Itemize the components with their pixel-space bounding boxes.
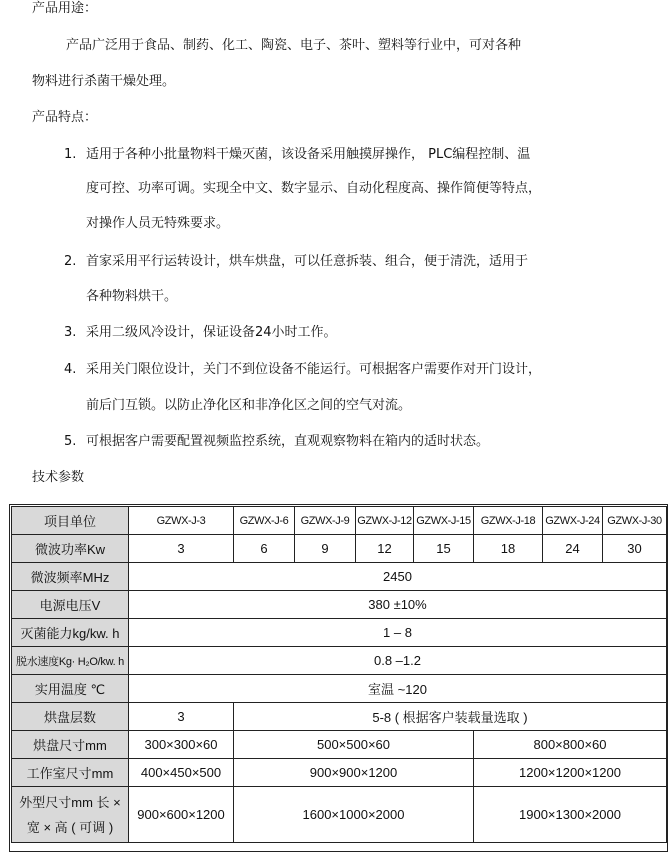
- chamber-a-cell: 400×450×500: [129, 759, 234, 787]
- voltage-label-cell: 电源电压V: [12, 591, 129, 619]
- sterilize-label-cell: 灭菌能力kg/kw. h: [12, 619, 129, 647]
- table-row-models: [12, 507, 667, 535]
- model-cell: GZWX-J-9: [295, 507, 356, 535]
- model-cell: GZWX-J-18: [474, 507, 543, 535]
- feature-item-3: 3. 采用二级风冷设计，保证设备24小时工作。: [64, 325, 337, 340]
- model-cell: GZWX-J-6: [234, 507, 295, 535]
- power-value-cell: 30: [603, 535, 667, 563]
- power-value-cell: 15: [414, 535, 474, 563]
- sterilize-value-cell: 1 – 8: [129, 619, 667, 647]
- header-label-cell: 项目单位: [12, 507, 129, 535]
- feature-item-1-line-1: 1. 适用于各种小批量物料干燥灭菌，该设备采用触摸屏操作， PLC编程控制、温: [64, 147, 531, 162]
- outer-size-c-cell: 1900×1300×2000: [474, 787, 667, 843]
- feature-item-1-line-2: 度可控、功率可调。实现全中文、数字显示、自动化程度高、操作简便等特点，: [86, 181, 542, 196]
- table-row-temperature: [12, 675, 667, 703]
- frequency-value-cell: 2450: [129, 563, 667, 591]
- feature-item-4-line-1: 4. 采用关门限位设计，关门不到位设备不能运行。可根据客户需要作对开门设计，: [64, 362, 542, 377]
- power-value-cell: 18: [474, 535, 543, 563]
- table-row-sterilize: [12, 619, 667, 647]
- dewater-label-cell: 脱水速度Kg· H₂O/kw. h: [12, 647, 129, 675]
- table-row-voltage: [12, 591, 667, 619]
- outer-size-label-line-1: 外型尺寸mm 长 ×: [19, 794, 121, 810]
- chamber-label-cell: 工作室尺寸mm: [12, 759, 129, 787]
- model-cell: GZWX-J-24: [543, 507, 603, 535]
- feature-item-4-line-2: 前后门互锁。以防止净化区和非净化区之间的空气对流。: [86, 398, 412, 413]
- frequency-label-cell: 微波频率MHz: [12, 563, 129, 591]
- power-value-cell: 3: [129, 535, 234, 563]
- table-row-frequency: [12, 563, 667, 591]
- power-value-cell: 9: [295, 535, 356, 563]
- trays-rest-cell: 5-8 ( 根据客户装载量选取 ): [234, 703, 667, 731]
- features-heading: 产品特点：: [32, 110, 98, 125]
- power-value-cell: 24: [543, 535, 603, 563]
- feature-item-2-line-1: 2. 首家采用平行运转设计，烘车烘盘，可以任意拆装、组合，便于清洗，适用于: [64, 254, 529, 269]
- model-cell: GZWX-J-15: [414, 507, 474, 535]
- table-row-power: [12, 535, 667, 563]
- power-value-cell: 6: [234, 535, 295, 563]
- model-cell: GZWX-J-30: [603, 507, 667, 535]
- table-row-chamber: [12, 759, 667, 787]
- tray-size-c-cell: 800×800×60: [474, 731, 667, 759]
- power-label-cell: 微波功率Kw: [12, 535, 129, 563]
- model-cell: GZWX-J-3: [129, 507, 234, 535]
- feature-item-1-line-3: 对操作人员无特殊要求。: [86, 216, 230, 231]
- trays-label-cell: 烘盘层数: [12, 703, 129, 731]
- outer-size-a-cell: 900×600×1200: [129, 787, 234, 843]
- usage-heading: 产品用途：: [32, 1, 98, 16]
- usage-paragraph-line-1: 产品广泛用于食品、制药、化工、陶瓷、电子、茶叶、塑料等行业中，可对各种: [66, 38, 522, 53]
- spec-table: [11, 506, 667, 843]
- outer-size-label-cell: [12, 787, 129, 843]
- temperature-value-cell: 室温 ~120: [129, 675, 667, 703]
- feature-item-2-line-2: 各种物料烘干。: [86, 289, 178, 304]
- tray-size-a-cell: 300×300×60: [129, 731, 234, 759]
- tray-size-label-cell: 烘盘尺寸mm: [12, 731, 129, 759]
- dewater-value-cell: 0.8 –1.2: [129, 647, 667, 675]
- feature-item-5: 5. 可根据客户需要配置视频监控系统，直观观察物料在箱内的适时状态。: [64, 434, 490, 449]
- tray-size-b-cell: 500×500×60: [234, 731, 474, 759]
- outer-size-b-cell: 1600×1000×2000: [234, 787, 474, 843]
- power-value-cell: 12: [356, 535, 414, 563]
- table-row-trays: [12, 703, 667, 731]
- chamber-b-cell: 900×900×1200: [234, 759, 474, 787]
- table-row-dewater: [12, 647, 667, 675]
- voltage-value-cell: 380 ±10%: [129, 591, 667, 619]
- outer-size-label-line-2: 宽 × 高 ( 可调 ): [26, 819, 114, 835]
- specs-heading: 技术参数: [32, 470, 85, 485]
- table-row-outer-size: [12, 787, 667, 843]
- chamber-c-cell: 1200×1200×1200: [474, 759, 667, 787]
- trays-first-cell: 3: [129, 703, 234, 731]
- usage-paragraph-line-2: 物料进行杀菌干燥处理。: [32, 74, 176, 89]
- model-cell: GZWX-J-12: [356, 507, 414, 535]
- table-row-tray-size: [12, 731, 667, 759]
- temperature-label-cell: 实用温度 ℃: [12, 675, 129, 703]
